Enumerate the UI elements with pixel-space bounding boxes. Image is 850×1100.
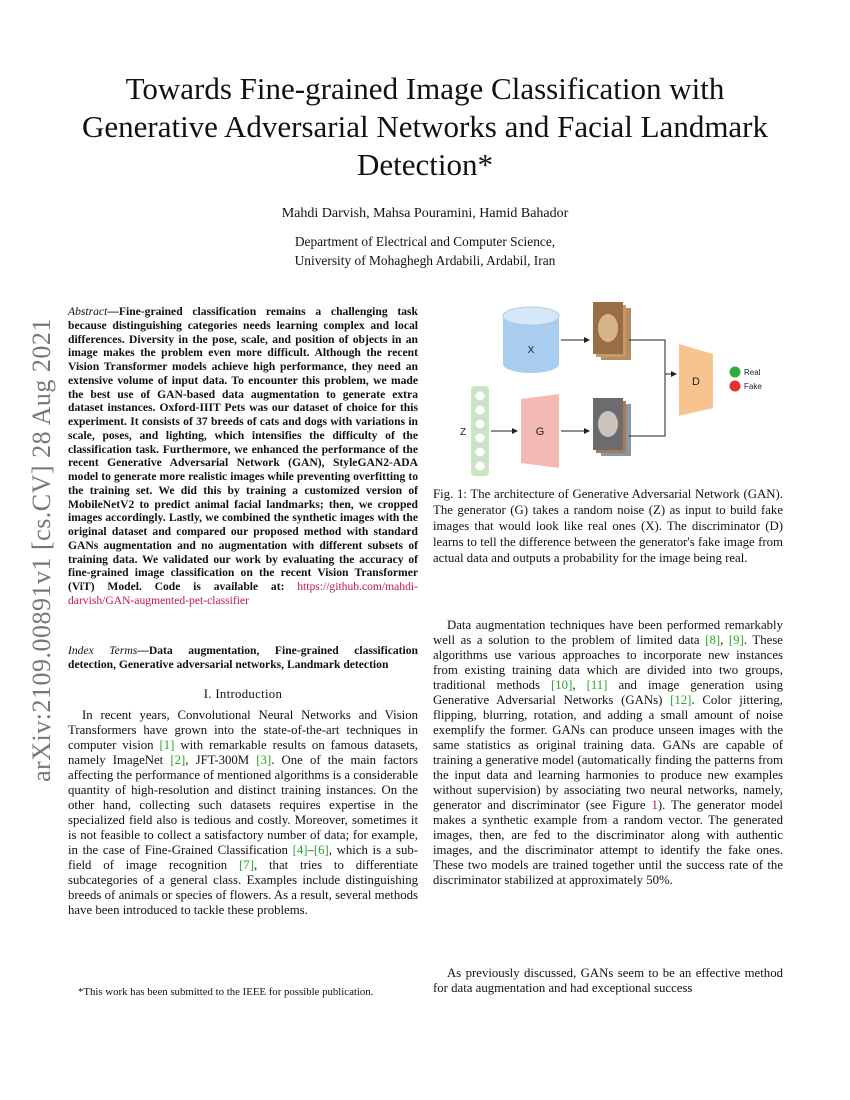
abstract xyxy=(68,305,418,608)
citation-ref[interactable]: [2] xyxy=(170,753,186,767)
citation-ref[interactable]: [10] xyxy=(551,678,573,692)
real-image-stack xyxy=(593,302,631,360)
fake-label: Fake xyxy=(744,382,762,391)
intro-text: – xyxy=(307,843,314,857)
real-output-dot xyxy=(730,367,741,378)
body-text: . Color jittering, flipping, blurring, rotation, and adding a small amount of noise exemplify the former. GANs can produce unseen images with the same statistics as original training data. GANs are capable of training a generative model (automatically finding the patterns from the input data and learning harmonies to produce new examples without supervision) by associating two neural networks, namely, generator and discriminator (see Figure xyxy=(433,693,783,812)
citation-ref[interactable]: [8] xyxy=(705,633,721,647)
fake-image-stack xyxy=(593,398,631,456)
body-text: As previously discussed, GANs seem to be an effective method for data augmentation and had exceptional success xyxy=(433,966,783,995)
citation-ref[interactable]: [7] xyxy=(239,858,254,872)
affiliation xyxy=(60,232,790,270)
body-paragraph-2 xyxy=(433,966,783,996)
citation-ref[interactable]: [3] xyxy=(256,753,272,767)
arxiv-stamp-text: arXiv:2109.00891v1 [cs.CV] 28 Aug 2021 xyxy=(27,318,56,782)
body-paragraph xyxy=(433,618,783,888)
index-terms-text: —Data augmentation, Fine-grained classification detection, Generative adversarial networks, Landmark detection xyxy=(68,644,419,671)
fake-output-dot xyxy=(730,381,741,392)
abstract-text: —Fine-grained classification remains a challenging task because distinguishing categories needs learning complex and local differences. Diversity in the pose, scale, and position of objects in an image makes the problem even more difficult. Although the recent Vision Transformer models achieve high performance, they need an extensive volume of input data. To encounter this problem, we made the best use of GAN-based data augmentation to generate extra dataset instances. Oxford-IIIT Pets was our dataset of choice for this experiment. It consists of 37 breeds of cats and dogs with variations in scale, poses, and lighting, which intensifies the difficulty of the classification task. Furthermore, we enhanced the performance of the recent Generative Adversarial Network (GAN), StyleGAN2-ADA model to generate more realistic images while preventing overfitting to the training set. We did this by training a customized version of MobileNetV2 to predict animal facial landmarks; then, we cropped images accordingly. Lastly, we combined the synthetic images with the original dataset and compared our proposed method with standard GANs augmentation and no augmentation with different subsets of training data. We validated our work by evaluating the accuracy of fine-grained image classification on the recent Vision Transformer (ViT) Model. Code is available at: xyxy=(68,305,418,593)
index-terms xyxy=(68,644,418,672)
body-text: and image generation using Generative Adversarial Networks (GANs) xyxy=(433,678,784,707)
body-text: Data augmentation techniques have been performed remarkably well as a solution to the problem of limited data xyxy=(433,618,783,647)
author-list: Mahdi Darvish, Mahsa Pouramini, Hamid Bahador xyxy=(281,206,569,221)
intro-text: , that tries to differentiate subcategories of a general class. Examples include distinguishing breeds of animals or species of flowers. As a result, several methods have been introduced to tackle these problems. xyxy=(68,858,418,917)
intro-text: . One of the main factors affecting the performance of mentioned algorithms is a considerable quantity of high-resolution and distinct training instances. On the other hand, collecting such datasets requires expertise in the specialized field also is tedious and costly. Moreover, sometimes it is not feasible to collect a satisfactory number of data; for example, in the case of Fine-Grained Classification xyxy=(68,753,419,857)
body-text: , xyxy=(720,633,729,647)
abstract-label: Abstract xyxy=(68,305,108,318)
citation-ref[interactable]: [9] xyxy=(728,633,744,647)
real-data-database xyxy=(503,307,559,373)
real-label: Real xyxy=(744,368,761,377)
figure-ref[interactable]: 1 xyxy=(651,798,658,812)
citation-ref[interactable]: [6] xyxy=(313,843,329,857)
citation-ref[interactable]: [1] xyxy=(159,738,175,752)
affiliation-line-1: Department of Electrical and Computer Science, xyxy=(294,234,556,249)
z-label: Z xyxy=(459,427,467,438)
noise-vector xyxy=(471,386,489,476)
figure-caption: Fig. 1: The architecture of Generative Adversarial Network (GAN). The generator (G) takes a random noise (Z) as input to build fake images that would look like real ones (X). The discriminator (D) learns to tell the difference between the generator's fake image from actual data and outputs a probability for the image being real. xyxy=(433,487,783,565)
index-terms-label: Index Terms xyxy=(68,644,138,657)
code-link[interactable]: https://github.com/mahdi-darvish/GAN-augmented-pet-classifier xyxy=(68,580,418,607)
intro-text: with remarkable results on famous datasets, namely ImageNet xyxy=(68,738,418,767)
footnote: *This work has been submitted to the IEEE for possible publication. xyxy=(78,986,374,998)
intro-paragraph xyxy=(68,708,418,918)
gan-diagram xyxy=(433,296,783,476)
intro-text: , JFT-300M xyxy=(185,753,257,767)
section-heading-introduction: I. Introduction xyxy=(203,687,283,701)
d-label: D xyxy=(692,376,700,388)
paper-title: Towards Fine-grained Image Classification with Generative Adversarial Networks and Facial Landmark Detection* xyxy=(81,71,769,182)
g-label: G xyxy=(535,426,545,438)
x-label: X xyxy=(527,345,535,356)
citation-ref[interactable]: [11] xyxy=(586,678,608,692)
affiliation-line-2: University of Mohaghegh Ardabili, Ardabil, Iran xyxy=(294,253,556,268)
body-text: . These algorithms use various approaches to incorporate new instances from existing training data which are divided into two groups, traditional methods xyxy=(433,633,783,692)
body-text: , xyxy=(572,678,587,692)
intro-text: , which is a sub-field of image recognition xyxy=(68,843,418,872)
arxiv-stamp xyxy=(14,290,70,810)
body-text: ). The generator model makes a synthetic example from a random vector. The generated images, then, are fed to the discriminator along with authentic images, and the discriminator attempt to identify the fake ones. These two models are trained together until the success rate of the discriminator stabilized at approximately 50%. xyxy=(433,798,783,887)
citation-ref[interactable]: [4] xyxy=(292,843,308,857)
citation-ref[interactable]: [12] xyxy=(670,693,692,707)
intro-text: In recent years, Convolutional Neural Networks and Vision Transformers have grown into the state-of-the-art techniques in computer vision xyxy=(68,708,418,752)
gan-architecture-figure xyxy=(433,296,783,476)
